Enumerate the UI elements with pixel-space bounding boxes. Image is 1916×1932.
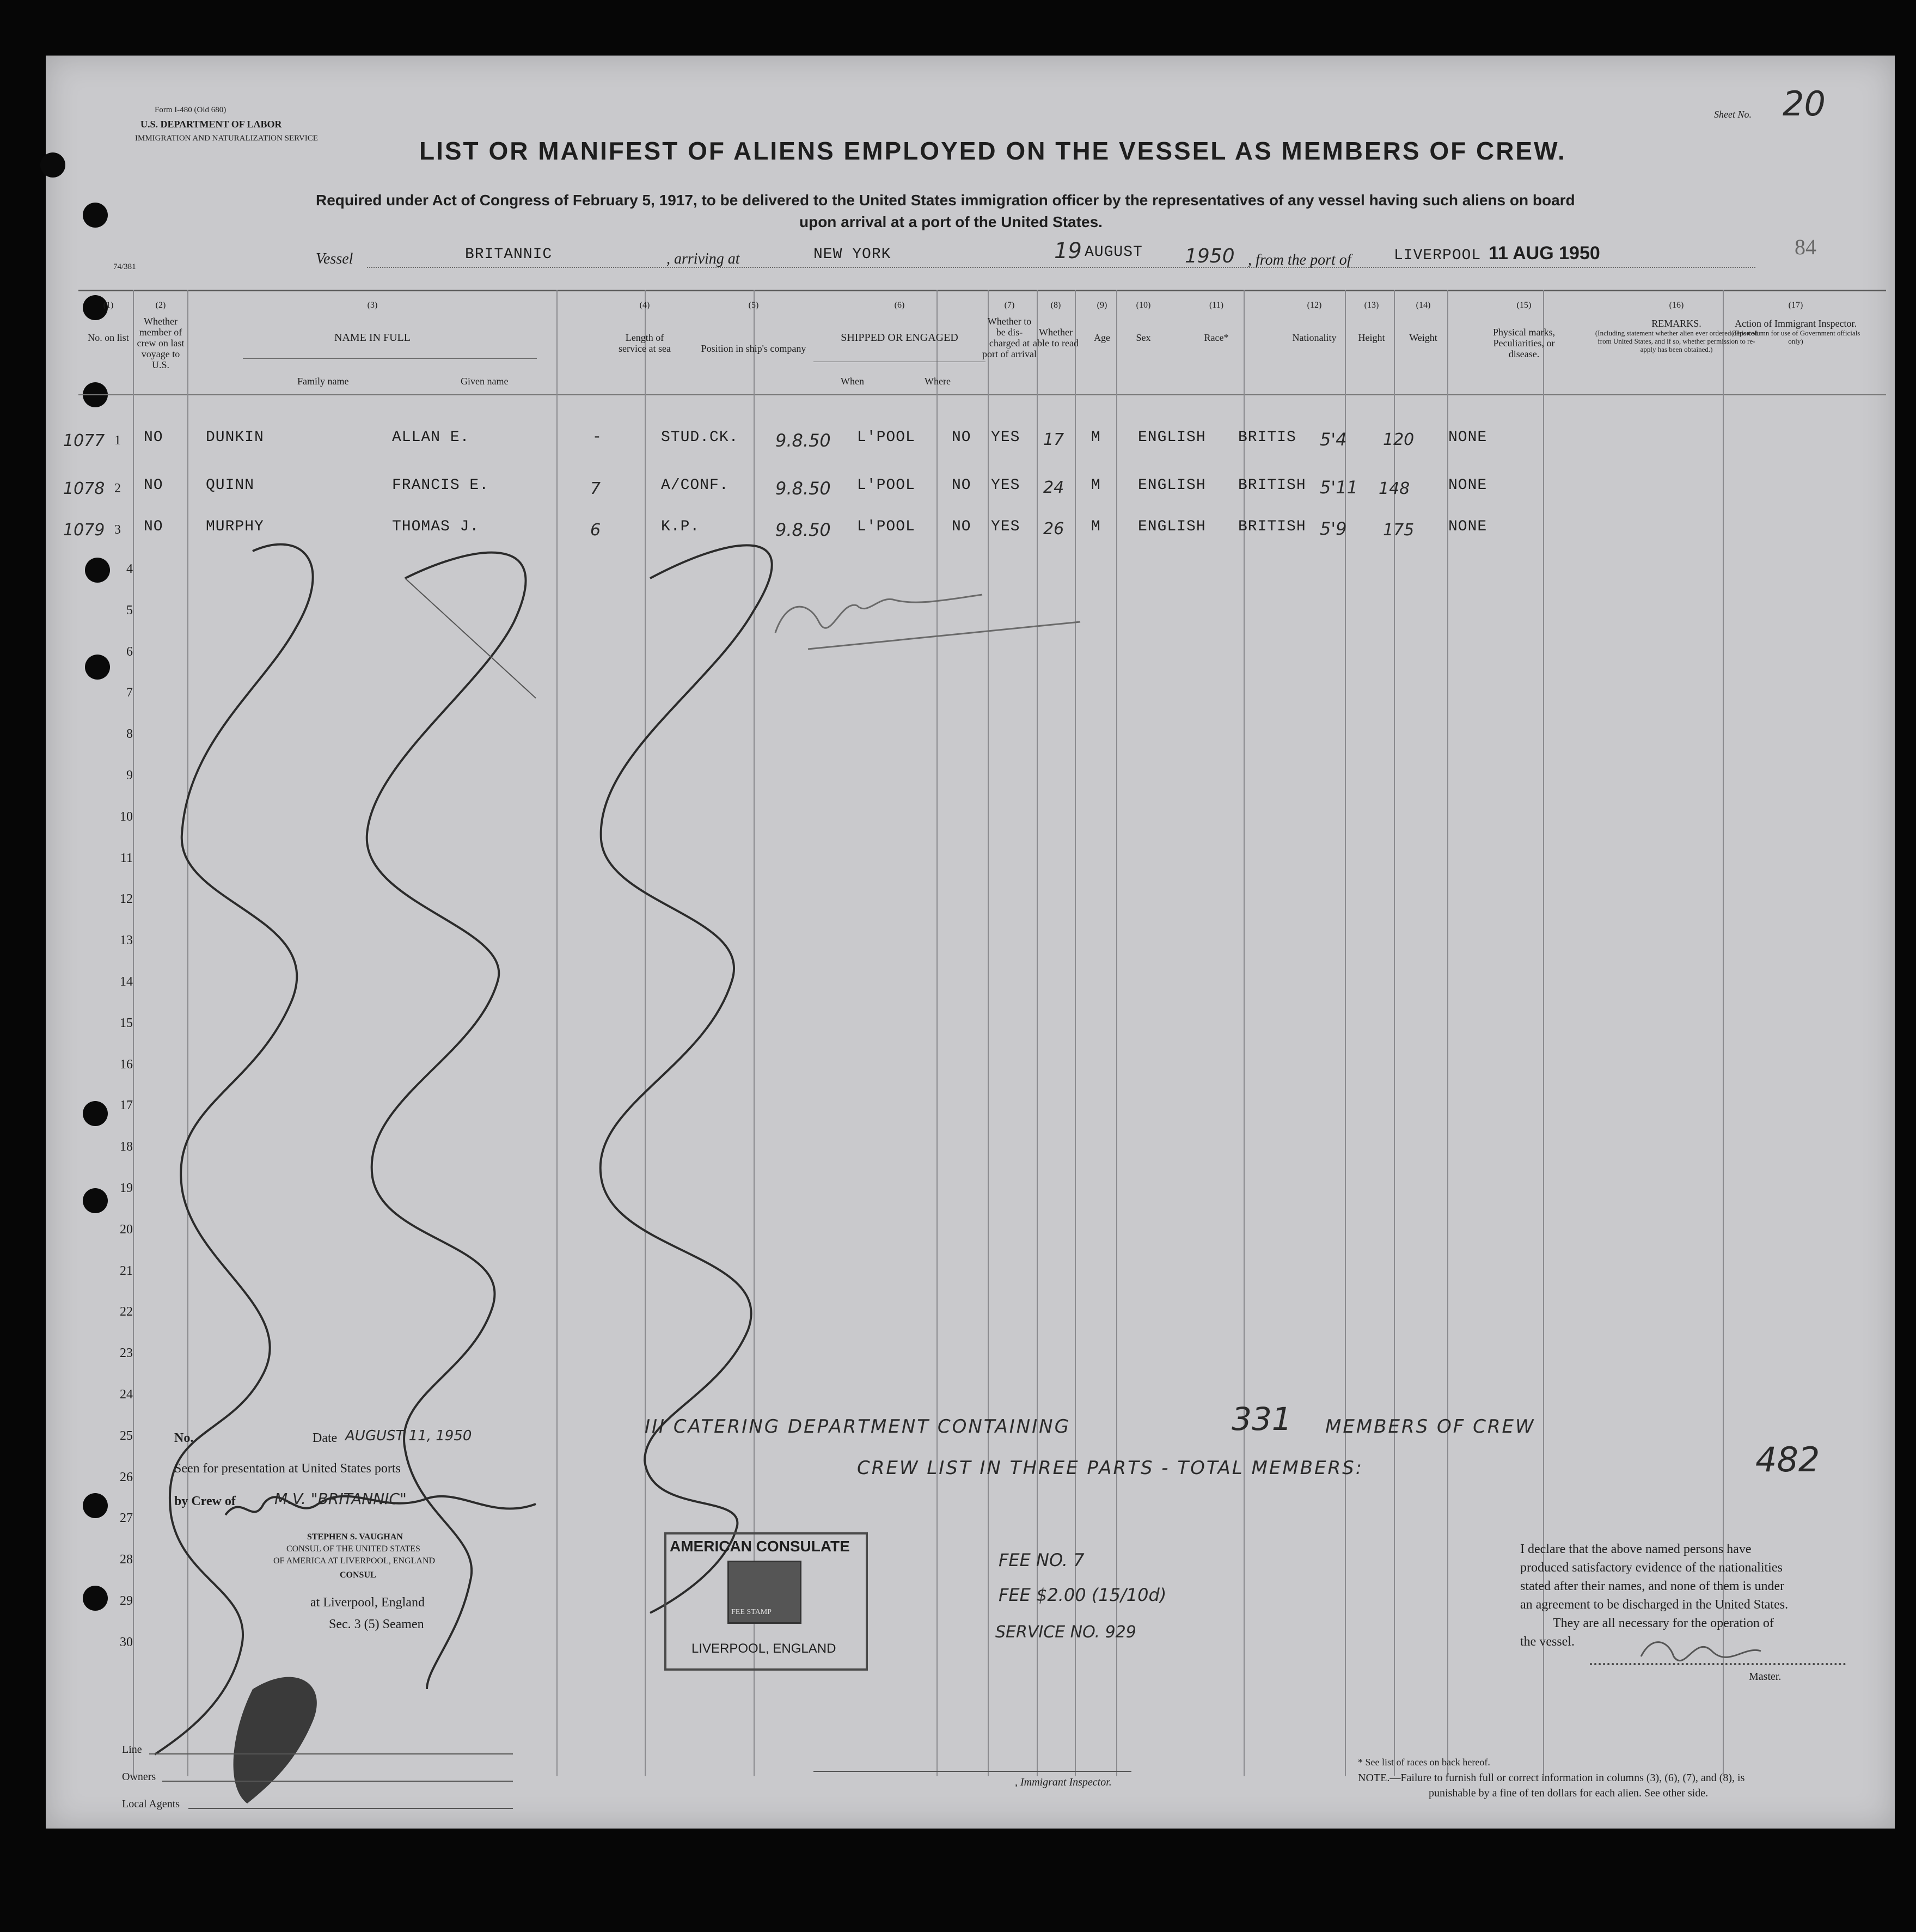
consul-role: CONSUL <box>340 1570 376 1580</box>
consulate-stamp <box>664 1532 868 1671</box>
line-number: 24 <box>120 1387 133 1402</box>
shipped-where: L'POOL <box>857 429 915 446</box>
line-number: 12 <box>120 892 133 907</box>
arrival-port: NEW YORK <box>813 246 891 263</box>
race: ENGLISH <box>1138 429 1206 446</box>
master-label: Master. <box>1749 1671 1782 1683</box>
owners-rule <box>162 1781 513 1782</box>
sex: M <box>1091 429 1101 446</box>
department: U.S. DEPARTMENT OF LABOR <box>140 119 282 130</box>
declaration-line: stated after their names, and none of them is under <box>1520 1579 1785 1593</box>
col-num: (14) <box>1416 301 1431 310</box>
sex: M <box>1091 477 1101 494</box>
col-label: SHIPPED OR ENGAGED <box>841 332 958 344</box>
col-num: (12) <box>1307 301 1322 310</box>
arrival-year: 1950 <box>1185 245 1235 267</box>
line-number: 18 <box>120 1140 133 1154</box>
position: A/CONF. <box>661 477 729 494</box>
at-liverpool: at Liverpool, England <box>310 1595 425 1610</box>
nationality: BRITIS <box>1238 429 1296 446</box>
line-number: 21 <box>120 1263 133 1278</box>
owners-label: Owners <box>122 1771 156 1783</box>
line-number: 17 <box>120 1098 133 1113</box>
form-number: Form I-480 (Old 680) <box>155 106 227 114</box>
col-label: Action of Immigrant Inspector. <box>1735 318 1857 329</box>
height: 5'9 <box>1320 518 1347 539</box>
fee-number: FEE NO. 7 <box>999 1550 1085 1570</box>
col-label: NAME IN FULL <box>334 332 411 344</box>
penalty-note-2: punishable by a fine of ten dollars for each alien. See other side. <box>1429 1787 1709 1799</box>
sheet-label: Sheet No. <box>1714 109 1752 120</box>
no-label: No. <box>174 1431 194 1445</box>
col-num: (7) <box>1004 301 1015 310</box>
age: 24 <box>1043 478 1064 497</box>
position: K.P. <box>661 518 700 535</box>
total-members: 482 <box>1755 1440 1820 1479</box>
age: 17 <box>1043 430 1064 449</box>
line-number: 6 <box>126 644 133 659</box>
discharge: NO <box>952 429 971 446</box>
able-to-read: YES <box>991 477 1020 494</box>
nationality: BRITISH <box>1238 518 1306 535</box>
vessel-label: Vessel <box>316 250 353 267</box>
col-num: (17) <box>1788 301 1803 310</box>
col-label: No. on list <box>88 332 129 343</box>
service-name: IMMIGRATION AND NATURALIZATION SERVICE <box>135 134 318 143</box>
form-code: 74/381 <box>113 262 136 271</box>
last-voyage: NO <box>144 477 163 494</box>
age: 26 <box>1043 519 1064 539</box>
line-number: 16 <box>120 1057 133 1072</box>
line-number: 7 <box>126 686 133 700</box>
weight: 120 <box>1383 430 1415 449</box>
shipped-when: 9.8.50 <box>775 478 831 499</box>
col-label: Position in ship's company <box>701 343 806 354</box>
fee-stamp-label: FEE STAMP <box>731 1608 772 1616</box>
race: ENGLISH <box>1138 477 1206 494</box>
col-num: (5) <box>748 301 759 310</box>
declaration <box>1520 1540 1788 1651</box>
col-label: REMARKS. <box>1651 318 1701 329</box>
line-number: 25 <box>120 1428 133 1443</box>
catering-count: 331 <box>1232 1401 1292 1438</box>
inspector-label: , Immigrant Inspector. <box>1015 1776 1112 1788</box>
line-number: 10 <box>120 809 133 824</box>
col-num: (10) <box>1136 301 1151 310</box>
family-name: QUINN <box>206 477 255 494</box>
col-num: (3) <box>367 301 378 310</box>
manifest-number: 1077 <box>63 431 105 450</box>
declaration-line: an agreement to be discharged in the United States. <box>1520 1598 1789 1612</box>
shipped-where: L'POOL <box>857 518 915 535</box>
manifest-page <box>46 56 1895 1829</box>
service-length: 6 <box>590 521 601 540</box>
physical-marks: NONE <box>1448 429 1487 446</box>
able-to-read: YES <box>991 429 1020 446</box>
declaration-line: They are all necessary for the operation of <box>1553 1616 1774 1630</box>
declaration-line: the vessel. <box>1520 1635 1575 1649</box>
weight: 148 <box>1379 479 1410 498</box>
line-number: 22 <box>120 1305 133 1319</box>
cancel-squiggle <box>367 553 526 1689</box>
line-number: 3 <box>114 523 121 537</box>
line-number: 30 <box>120 1635 133 1649</box>
agents-label: Local Agents <box>122 1798 180 1810</box>
family-name: MURPHY <box>206 518 264 535</box>
line-number: 2 <box>114 481 121 496</box>
col-num: (11) <box>1209 301 1224 310</box>
col-note: (Including statement whether alien ever ordered deported from United States, and if so, whether permission to re-apply has been obtained.) <box>1595 329 1758 353</box>
stamp-bottom: LIVERPOOL, ENGLAND <box>691 1641 836 1656</box>
col-num: (15) <box>1516 301 1532 310</box>
sec-line: Sec. 3 (5) Seamen <box>329 1617 424 1631</box>
col-num: (16) <box>1669 301 1684 310</box>
line-number: 20 <box>120 1222 133 1237</box>
discharge: NO <box>952 518 971 535</box>
consul-date: AUGUST 11, 1950 <box>345 1428 472 1444</box>
consul-title-1: CONSUL OF THE UNITED STATES <box>286 1544 420 1554</box>
line-number: 14 <box>120 975 133 989</box>
service-length: - <box>592 429 602 446</box>
cancel-squiggle <box>155 545 313 1754</box>
col-num: (4) <box>639 301 650 310</box>
position: STUD.CK. <box>661 429 739 446</box>
shipped-where: L'POOL <box>857 477 915 494</box>
given-name: FRANCIS E. <box>392 477 489 494</box>
departure-port: LIVERPOOL <box>1394 247 1482 264</box>
col-label: Weight <box>1409 332 1437 343</box>
col-label: Whether to be dis-charged at port of arrival <box>982 316 1037 359</box>
catering-tail: MEMBERS OF CREW <box>1325 1416 1535 1438</box>
col-num: (8) <box>1050 301 1061 310</box>
when-label: When <box>841 376 864 387</box>
vessel-name: BRITANNIC <box>465 246 553 263</box>
catering-note: III CATERING DEPARTMENT CONTAINING <box>645 1416 1070 1438</box>
stamp-top: AMERICAN CONSULATE <box>670 1538 850 1555</box>
arriving-label: , arriving at <box>666 250 740 267</box>
height: 5'4 <box>1320 429 1347 450</box>
col-label: Height <box>1358 332 1385 343</box>
seen-line: Seen for presentation at United States ports <box>174 1462 401 1476</box>
manifest-number: 1078 <box>63 479 105 498</box>
agents-rule <box>188 1808 513 1809</box>
crew-list-note: CREW LIST IN THREE PARTS - TOTAL MEMBERS: <box>857 1457 1364 1479</box>
col-num: (9) <box>1097 301 1107 310</box>
races-note: * See list of races on back hereof. <box>1358 1757 1490 1768</box>
height: 5'11 <box>1320 477 1358 498</box>
given-name: THOMAS J. <box>392 518 480 535</box>
col-label: Age <box>1094 332 1110 343</box>
line-number: 13 <box>120 933 133 948</box>
initials-mark <box>775 595 982 633</box>
subtitle-line1: Required under Act of Congress of February 5, 1917, to be delivered to the United States immigration officer by the representatives of any vessel having such aliens on board <box>316 192 1575 209</box>
sex: M <box>1091 518 1101 535</box>
col-label: Race* <box>1204 332 1229 343</box>
col-num: (6) <box>894 301 905 310</box>
able-to-read: YES <box>991 518 1020 535</box>
consul-name: STEPHEN S. VAUGHAN <box>307 1532 403 1542</box>
weight: 175 <box>1383 521 1415 540</box>
family-name: DUNKIN <box>206 429 264 446</box>
physical-marks: NONE <box>1448 518 1487 535</box>
line-number: 1 <box>114 433 121 448</box>
given-name: ALLAN E. <box>392 429 470 446</box>
line-number: 29 <box>120 1594 133 1608</box>
by-crew-label: by Crew of <box>174 1494 236 1508</box>
col-num: (13) <box>1364 301 1379 310</box>
fee-amount: FEE $2.00 (15/10d) <box>999 1585 1167 1605</box>
declaration-line: I declare that the above named persons have <box>1520 1542 1752 1556</box>
race: ENGLISH <box>1138 518 1206 535</box>
line-number: 28 <box>120 1552 133 1567</box>
service-number: SERVICE NO. 929 <box>995 1623 1136 1642</box>
line-label: Line <box>122 1744 142 1756</box>
col-num: (1) <box>103 301 114 310</box>
line-number: 23 <box>120 1346 133 1361</box>
nationality: BRITISH <box>1238 477 1306 494</box>
date-stamp: 11 AUG 1950 <box>1489 243 1600 264</box>
line-number: 9 <box>126 768 133 782</box>
seal-blot <box>234 1677 317 1803</box>
where-label: Where <box>925 376 951 387</box>
line-number: 11 <box>120 851 133 865</box>
line-number: 4 <box>126 562 133 576</box>
col-label: Sex <box>1136 332 1151 343</box>
date-label: Date <box>313 1431 338 1445</box>
col-label: Whether able to read <box>1033 327 1079 349</box>
line-number: 15 <box>120 1016 133 1030</box>
col-num: (2) <box>155 301 166 310</box>
fee-stamp <box>727 1561 801 1624</box>
penalty-note-1: NOTE.—Failure to furnish full or correct information in columns (3), (6), (7), and (8), is <box>1358 1772 1745 1784</box>
last-voyage: NO <box>144 518 163 535</box>
declaration-line: produced satisfactory evidence of the nationalities <box>1520 1561 1783 1575</box>
line-number: 27 <box>120 1511 133 1526</box>
given-name-label: Given name <box>461 376 509 387</box>
discharge: NO <box>952 477 971 494</box>
line-number: 26 <box>120 1470 133 1484</box>
arrival-month: AUGUST <box>1085 244 1143 261</box>
col-label: Nationality <box>1292 332 1337 343</box>
consul-title-2: OF AMERICA AT LIVERPOOL, ENGLAND <box>273 1556 436 1566</box>
manifest-number: 1079 <box>63 521 105 540</box>
shipped-when: 9.8.50 <box>775 430 831 451</box>
col-label: Whether member of crew on last voyage to U.S. <box>137 316 185 370</box>
shipped-when: 9.8.50 <box>775 519 831 540</box>
cancel-squiggle <box>601 545 772 1613</box>
master-signature-line <box>1590 1663 1846 1665</box>
line-number: 5 <box>126 603 133 617</box>
line-number: 19 <box>120 1181 133 1195</box>
inspector-rule <box>813 1771 1131 1772</box>
service-length: 7 <box>590 479 601 498</box>
arrival-day: 19 <box>1054 239 1082 264</box>
line-rule <box>149 1753 513 1754</box>
physical-marks: NONE <box>1448 477 1487 494</box>
last-voyage: NO <box>144 429 163 446</box>
page-title: LIST OR MANIFEST OF ALIENS EMPLOYED ON THE VESSEL AS MEMBERS OF CREW. <box>419 137 1566 165</box>
col-note: (This column for use of Government officials only) <box>1731 329 1860 345</box>
corner-number: 84 <box>1795 235 1816 259</box>
col-label: Physical marks, Peculiarities, or disease. <box>1493 327 1555 359</box>
family-name-label: Family name <box>297 376 349 387</box>
subtitle-line2: upon arrival at a port of the United States. <box>799 213 1103 230</box>
from-port-label: , from the port of <box>1248 252 1351 268</box>
by-crew-value: M.V. "BRITANNIC" <box>274 1490 407 1508</box>
line-number: 8 <box>126 727 133 742</box>
sheet-number: 20 <box>1783 84 1826 124</box>
col-label: Length of service at sea <box>619 332 671 354</box>
initials-mark <box>808 622 1080 649</box>
